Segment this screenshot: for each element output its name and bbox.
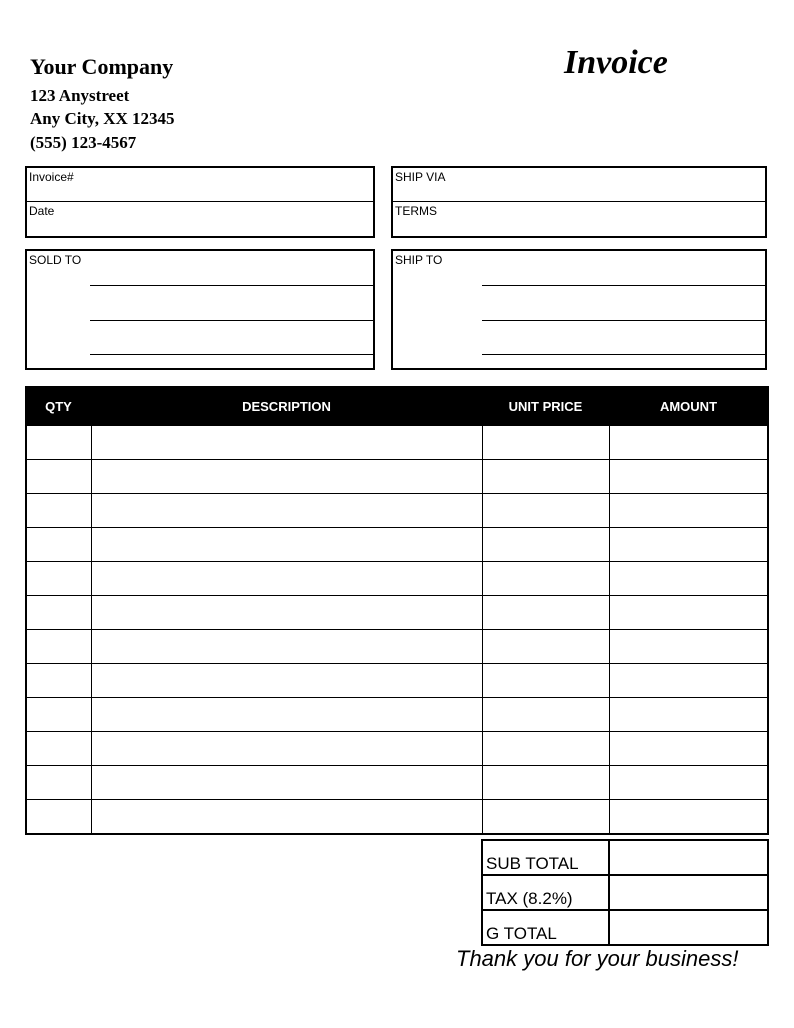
company-name: Your Company xyxy=(30,54,174,79)
table-row xyxy=(26,562,768,596)
table-row xyxy=(26,528,768,562)
tax-value[interactable] xyxy=(609,875,768,910)
ship-to-label: SHIP TO xyxy=(395,253,443,267)
ship-via-terms-divider xyxy=(392,201,766,202)
qty-cell[interactable] xyxy=(26,460,91,494)
unit-price-cell[interactable] xyxy=(482,460,609,494)
unit-price-cell[interactable] xyxy=(482,494,609,528)
description-header: DESCRIPTION xyxy=(91,387,482,425)
qty-cell[interactable] xyxy=(26,732,91,766)
amount-cell[interactable] xyxy=(609,494,768,528)
subtotal-row xyxy=(482,840,768,875)
amount-cell[interactable] xyxy=(609,732,768,766)
table-row xyxy=(26,732,768,766)
invoice-date-divider xyxy=(26,201,374,202)
sold-to-box xyxy=(25,249,375,370)
unit-price-cell[interactable] xyxy=(482,664,609,698)
qty-cell[interactable] xyxy=(26,800,91,835)
unit-price-cell[interactable] xyxy=(482,800,609,835)
grand-total-label: G TOTAL xyxy=(482,910,609,945)
unit-price-cell[interactable] xyxy=(482,766,609,800)
company-address-line1: 123 Anystreet xyxy=(30,86,130,105)
ship-to-line xyxy=(482,354,765,355)
unit-price-cell[interactable] xyxy=(482,596,609,630)
tax-label: TAX (8.2%) xyxy=(482,875,609,910)
subtotal-value[interactable] xyxy=(609,840,768,875)
table-row xyxy=(26,494,768,528)
description-cell[interactable] xyxy=(91,732,482,766)
ship-via-label: SHIP VIA xyxy=(395,170,446,184)
tax-row xyxy=(482,875,768,910)
line-items-body xyxy=(26,425,768,834)
ship-via-terms-box xyxy=(391,166,767,238)
invoice-date-box xyxy=(25,166,375,238)
qty-cell[interactable] xyxy=(26,425,91,460)
qty-cell[interactable] xyxy=(26,766,91,800)
sold-to-label: SOLD TO xyxy=(29,253,82,267)
amount-cell[interactable] xyxy=(609,596,768,630)
ship-to-line xyxy=(482,285,765,286)
sold-to-line xyxy=(90,285,373,286)
amount-cell[interactable] xyxy=(609,766,768,800)
ship-to-box xyxy=(391,249,767,370)
description-cell[interactable] xyxy=(91,528,482,562)
amount-cell[interactable] xyxy=(609,528,768,562)
table-row xyxy=(26,596,768,630)
grand-total-value[interactable] xyxy=(609,910,768,945)
unit-price-cell[interactable] xyxy=(482,630,609,664)
company-phone: (555) 123-4567 xyxy=(30,133,137,152)
qty-cell[interactable] xyxy=(26,664,91,698)
ship-to-line xyxy=(482,320,765,321)
qty-cell[interactable] xyxy=(26,562,91,596)
table-row xyxy=(26,630,768,664)
date-label: Date xyxy=(29,204,55,218)
description-cell[interactable] xyxy=(91,766,482,800)
unit-price-cell[interactable] xyxy=(482,562,609,596)
description-cell[interactable] xyxy=(91,698,482,732)
description-cell[interactable] xyxy=(91,562,482,596)
totals-table xyxy=(481,839,769,946)
thank-you-note: Thank you for your business! xyxy=(456,946,739,971)
line-items-header-row xyxy=(26,387,768,425)
table-row xyxy=(26,698,768,732)
description-cell[interactable] xyxy=(91,460,482,494)
grand-total-row xyxy=(482,910,768,945)
amount-header: AMOUNT xyxy=(609,387,768,425)
qty-cell[interactable] xyxy=(26,698,91,732)
amount-cell[interactable] xyxy=(609,562,768,596)
unit-price-cell[interactable] xyxy=(482,732,609,766)
qty-cell[interactable] xyxy=(26,494,91,528)
description-cell[interactable] xyxy=(91,425,482,460)
qty-cell[interactable] xyxy=(26,596,91,630)
amount-cell[interactable] xyxy=(609,460,768,494)
line-items-table xyxy=(25,386,769,835)
amount-cell[interactable] xyxy=(609,664,768,698)
description-cell[interactable] xyxy=(91,596,482,630)
amount-cell[interactable] xyxy=(609,800,768,835)
table-row xyxy=(26,766,768,800)
invoice-title: Invoice xyxy=(564,44,668,81)
terms-label: TERMS xyxy=(395,204,437,218)
company-address-line2: Any City, XX 12345 xyxy=(30,109,175,128)
table-row xyxy=(26,460,768,494)
qty-header: QTY xyxy=(26,387,91,425)
amount-cell[interactable] xyxy=(609,425,768,460)
unit-price-header: UNIT PRICE xyxy=(482,387,609,425)
unit-price-cell[interactable] xyxy=(482,698,609,732)
subtotal-label: SUB TOTAL xyxy=(482,840,609,875)
description-cell[interactable] xyxy=(91,630,482,664)
table-row xyxy=(26,800,768,835)
unit-price-cell[interactable] xyxy=(482,528,609,562)
description-cell[interactable] xyxy=(91,664,482,698)
qty-cell[interactable] xyxy=(26,528,91,562)
table-row xyxy=(26,425,768,460)
table-row xyxy=(26,664,768,698)
description-cell[interactable] xyxy=(91,494,482,528)
amount-cell[interactable] xyxy=(609,630,768,664)
sold-to-line xyxy=(90,354,373,355)
amount-cell[interactable] xyxy=(609,698,768,732)
sold-to-line xyxy=(90,320,373,321)
invoice-number-label: Invoice# xyxy=(29,170,74,184)
qty-cell[interactable] xyxy=(26,630,91,664)
description-cell[interactable] xyxy=(91,800,482,835)
unit-price-cell[interactable] xyxy=(482,425,609,460)
